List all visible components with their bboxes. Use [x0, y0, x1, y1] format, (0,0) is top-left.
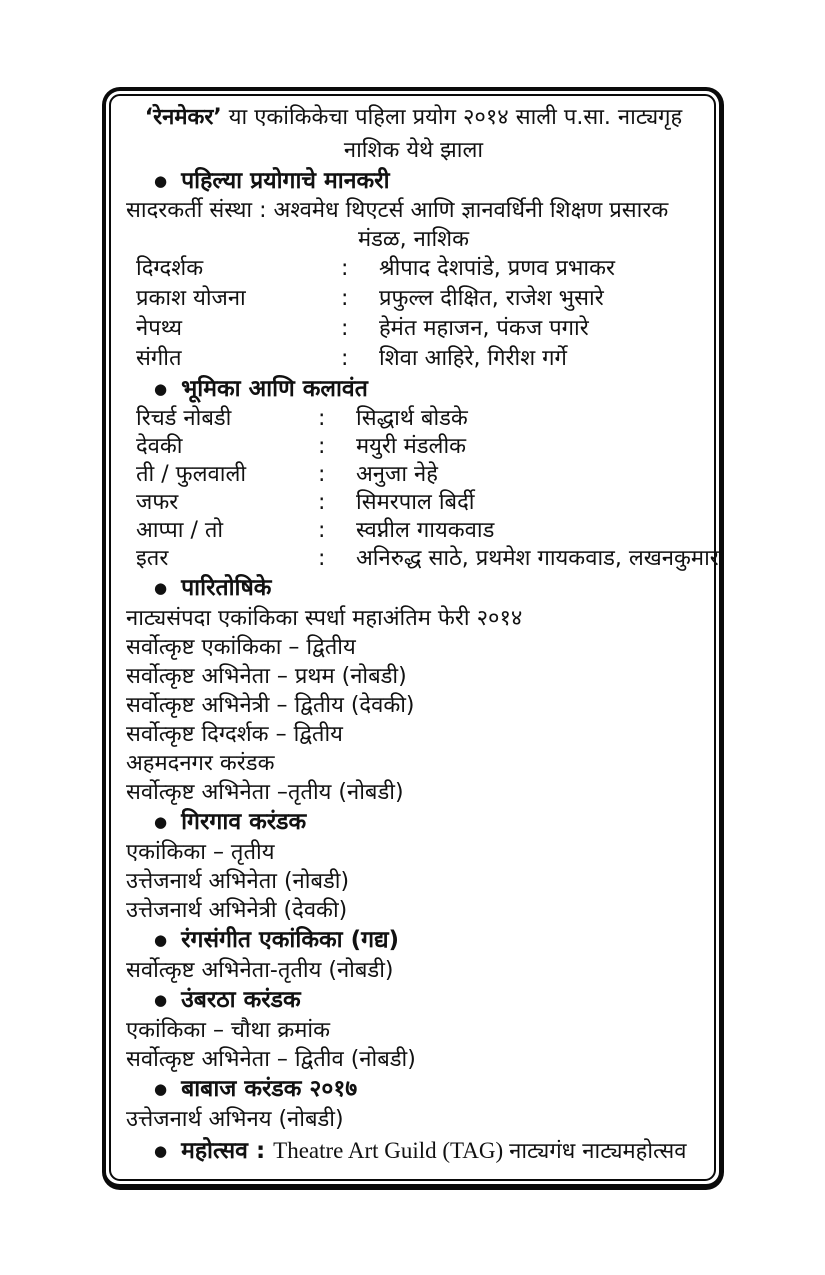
- section-heading-first-show: [126, 167, 701, 196]
- intro-title-rest: या एकांकिकेचा पहिला प्रयोग २०१४ साली प.सा. नाट्यगृह: [221, 105, 683, 130]
- bullet-icon: ●: [154, 380, 168, 398]
- section-heading-text: गिरगाव करंडक: [181, 809, 307, 835]
- colon-separator: :: [318, 434, 326, 459]
- crew-names: हेमंत महाजन, पंकज पगारे: [379, 316, 589, 341]
- cast-actor: स्वप्नील गायकवाड: [356, 518, 495, 543]
- section-heading-text: उंबरठा करंडक: [181, 987, 301, 1013]
- crew-row: [136, 254, 701, 284]
- bullet-icon: ●: [154, 813, 168, 831]
- award-line: सर्वोत्कृष्ट अभिनेता – द्वितीव (नोबडी): [126, 1047, 416, 1072]
- bullet-icon: ●: [154, 172, 168, 190]
- cast-row: [136, 489, 701, 517]
- crew-row: [136, 314, 701, 344]
- award-line: उत्तेजनार्थ अभिनेत्री (देवकी): [126, 898, 348, 923]
- festival-row: [126, 1134, 701, 1169]
- award-line: अहमदनगर करंडक: [126, 751, 275, 776]
- crew-role: प्रकाश योजना: [136, 286, 246, 311]
- crew-role: नेपथ्य: [136, 316, 182, 341]
- section-heading-text: पारितोषिके: [181, 575, 272, 601]
- colon-separator: :: [341, 346, 349, 371]
- cast-row: [136, 545, 719, 573]
- crew-role: संगीत: [136, 346, 182, 371]
- colon-separator: :: [341, 316, 349, 341]
- section-heading-text: रंगसंगीत एकांकिका (गद्य): [181, 927, 400, 953]
- cast-row: [136, 405, 701, 433]
- section-heading-rangsangeet: [126, 925, 701, 956]
- colon-separator: :: [341, 286, 349, 311]
- page-content: [106, 91, 719, 1184]
- crew-row: [136, 344, 701, 374]
- cast-character: जफर: [136, 490, 179, 515]
- section-heading-cast: [126, 374, 701, 405]
- cast-actor: सिमरपाल बिर्दी: [356, 490, 475, 515]
- cast-row: [136, 461, 701, 489]
- crew-role: दिग्दर्शक: [136, 256, 204, 281]
- cast-character: आप्पा / तो: [136, 518, 224, 543]
- award-line: एकांकिका – तृतीय: [126, 840, 275, 865]
- colon-separator: :: [318, 546, 326, 571]
- award-line: सर्वोत्कृष्ट दिग्दर्शक – द्वितीय: [126, 722, 343, 747]
- festival-name-devanagari: नाट्यगंध नाट्यमहोत्सव: [509, 1139, 687, 1164]
- cast-character: ती / फुलवाली: [136, 462, 247, 487]
- section-heading-text: पहिल्या प्रयोगाचे मानकरी: [181, 168, 390, 194]
- cast-actor: अनिरुद्ध साठे, प्रथमेश गायकवाड, लखनकुमार: [356, 546, 719, 571]
- presenting-org-line2: मंडळ, नाशिक: [357, 227, 470, 252]
- colon-separator: :: [341, 256, 349, 281]
- award-line: सर्वोत्कृष्ट एकांकिका – द्वितीय: [126, 635, 356, 660]
- bullet-icon: ●: [154, 931, 168, 949]
- colon-separator: :: [318, 518, 326, 543]
- award-line: सर्वोत्कृष्ट अभिनेत्री – द्वितीय (देवकी): [126, 693, 415, 718]
- decorative-double-frame: [102, 87, 724, 1190]
- cast-actor: सिद्धार्थ बोडके: [356, 406, 468, 431]
- section-heading-umbartha: [126, 985, 701, 1016]
- crew-names: प्रफुल्ल दीक्षित, राजेश भुसारे: [379, 286, 604, 311]
- crew-names: शिवा आहिरे, गिरीश गर्गे: [379, 346, 567, 371]
- intro-title-line1: [126, 101, 701, 134]
- cast-row: [136, 433, 701, 461]
- cast-character: रिचर्ड नोबडी: [136, 406, 232, 431]
- presenting-org-line1: सादरकर्ती संस्था : अश्वमेध थिएटर्स आणि ज्ञानवर्धिनी शिक्षण प्रसारक: [126, 198, 669, 223]
- play-title: ‘रेनमेकर’: [144, 105, 222, 130]
- crew-row: [136, 284, 701, 314]
- colon-separator: :: [318, 462, 326, 487]
- award-line: उत्तेजनार्थ अभिनय (नोबडी): [126, 1107, 344, 1132]
- cast-actor: अनुजा नेहे: [356, 462, 438, 487]
- bullet-icon: ●: [154, 1080, 168, 1098]
- cast-character: देवकी: [136, 434, 183, 459]
- award-line: एकांकिका – चौथा क्रमांक: [126, 1018, 330, 1043]
- intro-title-line2: नाशिक येथे झाला: [343, 138, 484, 163]
- section-heading-girgaon: [126, 807, 701, 838]
- bullet-icon: ●: [154, 1142, 168, 1160]
- bullet-icon: ●: [154, 579, 168, 597]
- section-heading-text: बाबाज करंडक २०१७: [181, 1076, 358, 1102]
- colon-separator: :: [318, 406, 326, 431]
- award-line: नाट्यसंपदा एकांकिका स्पर्धा महाअंतिम फेरी २०१४: [126, 606, 523, 631]
- bullet-icon: ●: [154, 991, 168, 1009]
- award-line: उत्तेजनार्थ अभिनेता (नोबडी): [126, 869, 350, 894]
- cast-row: [136, 517, 701, 545]
- cast-actor: मयुरी मंडलीक: [356, 434, 467, 459]
- festival-heading: महोत्सव :: [181, 1138, 266, 1164]
- section-heading-babaj: [126, 1074, 701, 1105]
- cast-character: इतर: [136, 546, 169, 571]
- award-line: सर्वोत्कृष्ट अभिनेता-तृतीय (नोबडी): [126, 958, 394, 983]
- section-heading-awards: [126, 573, 701, 604]
- festival-name-latin: Theatre Art Guild (TAG): [273, 1138, 504, 1163]
- section-heading-text: भूमिका आणि कलावंत: [181, 376, 368, 402]
- crew-names: श्रीपाद देशपांडे, प्रणव प्रभाकर: [379, 256, 615, 281]
- award-line: सर्वोत्कृष्ट अभिनेता –तृतीय (नोबडी): [126, 780, 404, 805]
- award-line: सर्वोत्कृष्ट अभिनेता – प्रथम (नोबडी): [126, 664, 407, 689]
- colon-separator: :: [318, 490, 326, 515]
